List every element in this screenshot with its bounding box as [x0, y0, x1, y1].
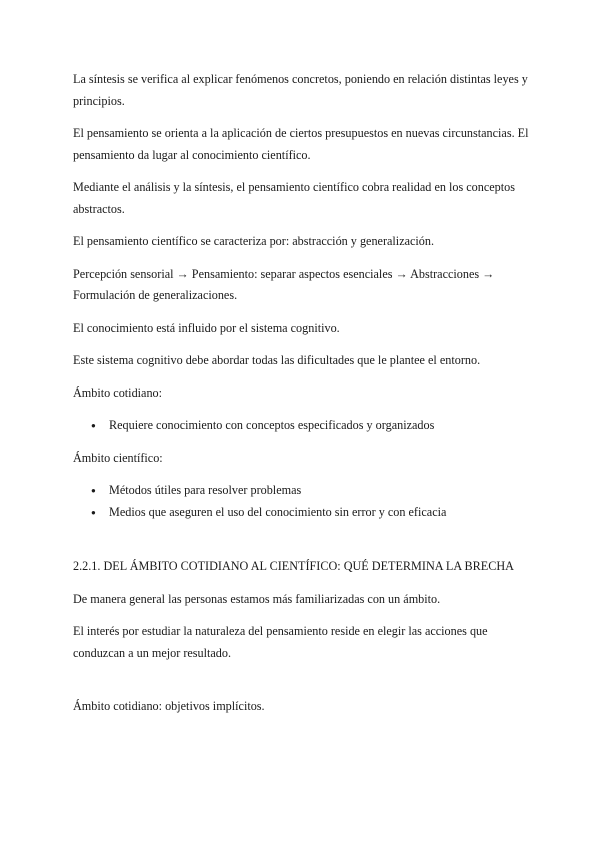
paragraph-analisis-sintesis: Mediante el análisis y la síntesis, el pensamiento científico cobra realidad en los conceptos abstractos.	[73, 180, 515, 216]
list-item: ● Métodos útiles para resolver problemas	[109, 480, 533, 502]
list-item: ● Requiere conocimiento con conceptos especificados y organizados	[109, 415, 533, 437]
paragraph-caracteriza: El pensamiento científico se caracteriza por: abstracción y generalización.	[73, 234, 435, 248]
paragraph-familiarizadas: De manera general las personas estamos más familiarizadas con un ámbito.	[73, 591, 441, 606]
list-ambito-cotidiano	[73, 415, 533, 437]
paragraph-objetivos-implicitos: Ámbito cotidiano: objetivos implícitos.	[73, 699, 265, 713]
section-heading: 2.2.1. DEL ÁMBITO COTIDIANO AL CIENTÍFICO: QUÉ DETERMINA LA BRECHA	[73, 559, 514, 573]
paragraph-sintesis: La síntesis se verifica al explicar fenómenos concretos, poniendo en relación distintas leyes y principios.	[73, 72, 528, 108]
paragraph-pensamiento-orienta: El pensamiento se orienta a la aplicación de ciertos presupuestos en nuevas circunstancias. El pensamiento da lugar al conocimiento científico.	[73, 126, 529, 162]
label-ambito-cientifico: Ámbito científico:	[73, 450, 163, 465]
document-page	[73, 69, 533, 729]
paragraph-percepcion: Percepción sensorial → Pensamiento: separar aspectos esenciales → Abstracciones → Formulación de generalizaciones.	[73, 266, 495, 302]
label-ambito-cotidiano: Ámbito cotidiano:	[73, 385, 163, 400]
paragraph-interes: El interés por estudiar la naturaleza del pensamiento reside en elegir las acciones que conduzcan a un mejor resultado.	[73, 624, 488, 660]
paragraph-conocimiento-influido: El conocimiento está influido por el sistema cognitivo.	[73, 320, 340, 335]
list-ambito-cientifico	[73, 480, 533, 523]
list-item: ● Medios que aseguren el uso del conocimiento sin error y con eficacia	[109, 502, 533, 524]
paragraph-sistema-cognitivo: Este sistema cognitivo debe abordar todas las dificultades que le plantee el entorno.	[73, 353, 481, 367]
